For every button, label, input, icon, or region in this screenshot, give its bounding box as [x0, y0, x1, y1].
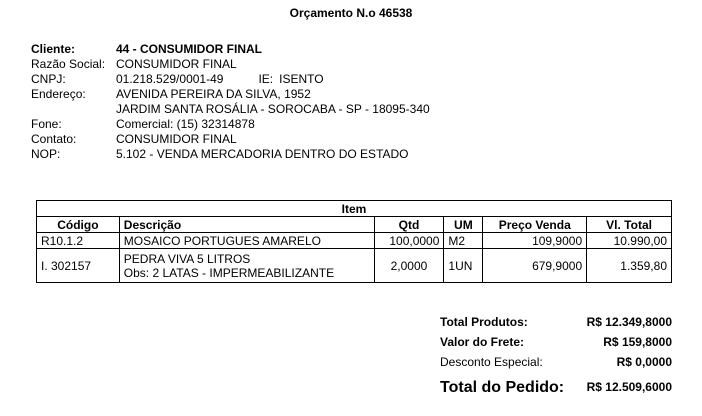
nop-row	[31, 147, 430, 162]
valor-frete-label: Valor do Frete:	[440, 335, 525, 349]
cell-codigo: R10.1.2	[37, 233, 120, 249]
column-header-um: UM	[444, 217, 483, 233]
table-row	[37, 233, 672, 249]
cell-um: M2	[444, 233, 483, 249]
contato-value: CONSUMIDOR FINAL	[116, 132, 237, 146]
cell-qtd: 100,0000	[374, 233, 444, 249]
items-column-header-row	[37, 217, 672, 233]
contato-row	[31, 132, 430, 147]
total-produtos-value: R$ 12.349,8000	[586, 315, 672, 329]
column-header-descricao: Descrição	[119, 217, 374, 233]
endereco-spacer	[31, 102, 116, 117]
cliente-value: 44 - CONSUMIDOR FINAL	[116, 42, 263, 56]
cell-obs-text: Obs: 2 LATAS - IMPERMEABILIZANTE	[123, 265, 335, 280]
cell-codigo: I. 302157	[37, 249, 120, 283]
valor-frete-row	[440, 329, 672, 349]
valor-frete-value: R$ 159,8000	[603, 335, 672, 349]
fone-row	[31, 117, 430, 132]
cell-um: 1UN	[444, 249, 483, 283]
ie-label: IE:	[258, 72, 274, 86]
cell-descricao	[119, 249, 374, 283]
contato-label: Contato:	[31, 132, 77, 146]
column-header-codigo: Código	[37, 217, 120, 233]
customer-info	[31, 42, 430, 162]
cell-preco: 679,9000	[483, 249, 587, 283]
total-produtos-label: Total Produtos:	[440, 315, 528, 329]
total-pedido-value: R$ 12.509,6000	[586, 380, 672, 394]
ie-value: ISENTO	[279, 72, 324, 86]
nop-value: 5.102 - VENDA MERCADORIA DENTRO DO ESTADO	[116, 147, 409, 161]
total-pedido-label: Total do Pedido:	[440, 379, 565, 396]
endereco-line2: JARDIM SANTA ROSÁLIA - SOROCABA - SP - 18095-340	[116, 102, 430, 116]
cell-total: 10.990,00	[587, 233, 672, 249]
cliente-label: Cliente:	[31, 42, 76, 56]
nop-label: NOP:	[31, 147, 61, 161]
desconto-especial-row	[440, 349, 672, 369]
cell-preco: 109,9000	[483, 233, 587, 249]
total-produtos-row	[440, 311, 672, 329]
items-table	[36, 200, 672, 283]
fone-value: Comercial: (15) 32314878	[116, 117, 255, 131]
razao-social-value: CONSUMIDOR FINAL	[116, 57, 237, 71]
cnpj-row	[31, 72, 430, 87]
endereco-row	[31, 87, 430, 102]
items-group-header-row	[37, 201, 672, 217]
total-pedido-row	[440, 369, 672, 397]
cnpj-value: 01.218.529/0001-49	[116, 72, 224, 86]
cell-descricao: MOSAICO PORTUGUES AMARELO	[119, 233, 374, 249]
items-group-header: Item	[37, 201, 672, 217]
desconto-especial-value: R$ 0,0000	[616, 355, 672, 369]
document-title: Orçamento N.o 46538	[289, 6, 413, 20]
endereco-label: Endereço:	[31, 87, 86, 101]
column-header-vl-total: Vl. Total	[587, 217, 672, 233]
desconto-especial-label: Desconto Especial:	[440, 355, 543, 369]
cell-descricao-text: PEDRA VIVA 5 LITROS	[123, 251, 251, 266]
cell-qtd: 2,0000	[374, 249, 444, 283]
razao-social-label: Razão Social:	[31, 57, 106, 71]
cell-total: 1.359,80	[587, 249, 672, 283]
table-row	[37, 249, 672, 283]
cliente-row	[31, 42, 430, 57]
column-header-preco-venda: Preço Venda	[483, 217, 587, 233]
razao-social-row	[31, 57, 430, 72]
totals-section	[440, 308, 672, 397]
fone-label: Fone:	[31, 117, 62, 131]
cnpj-label: CNPJ:	[31, 72, 66, 86]
endereco-line1: AVENIDA PEREIRA DA SILVA, 1952	[116, 87, 311, 101]
endereco-row-2	[31, 102, 430, 117]
column-header-qtd: Qtd	[374, 217, 444, 233]
